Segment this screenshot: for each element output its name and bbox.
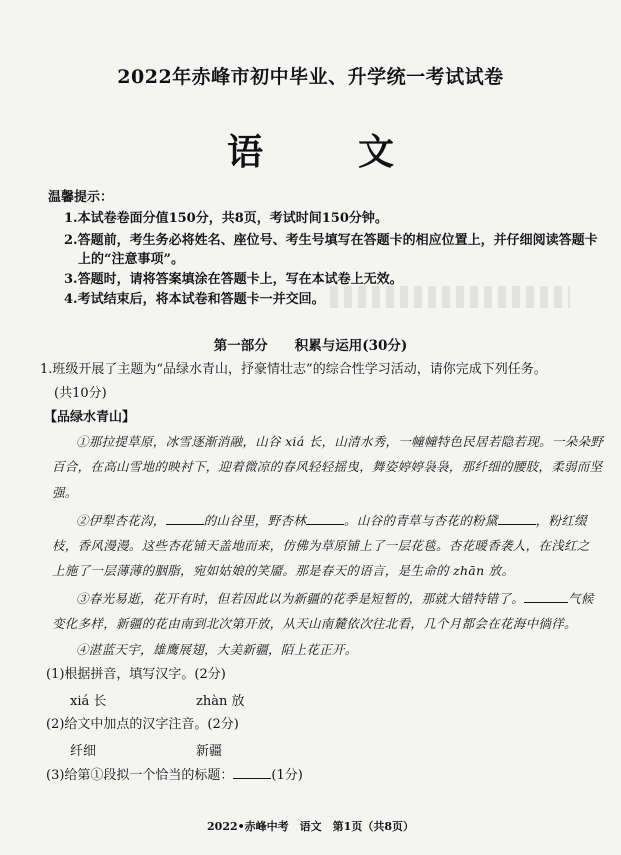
paragraph-3-line: 变化多样，新疆的花由南到北次第开放，从天山南麓依次往北看，几个月都会在花海中徜徉。 (52, 616, 577, 631)
fill-blank[interactable] (233, 766, 271, 779)
notice-item: 1.本试卷卷面分值150分，共8页，考试时间150分钟。 (64, 211, 388, 226)
pinyin-item: zhàn 放 (196, 694, 245, 709)
block-title: 【品绿水青山】 (44, 410, 136, 425)
subject-char-1: 语 (226, 132, 263, 173)
paragraph-2-line: 上施了一层薄薄的胭脂，宛如姑娘的笑靥。那是春天的语言，是生命的 zhān 放。 (52, 563, 515, 578)
notice-item: 3.答题时，请将答案填涂在答题卡上，写在本试卷上无效。 (64, 272, 403, 287)
page-footer: 2022•赤峰中考 语文 第1页（共8页） (207, 820, 414, 833)
text-segment: 的山谷里，野杏林 (203, 513, 307, 528)
fill-blank[interactable] (498, 512, 536, 525)
text-segment: ，粉红缀 (535, 513, 587, 528)
notice-item: 上的“注意事项”。 (78, 252, 184, 267)
exam-title: 2022年赤峰市初中毕业、升学统一考试试卷 (117, 66, 504, 88)
fill-blank[interactable] (306, 512, 344, 525)
text-segment: 。山谷的青草与杏花的粉黛 (344, 513, 498, 528)
question-score: (共10分) (54, 386, 107, 401)
text-segment: ③春光易逝，花开有时，但若因此以为新疆的花季是短暂的，那就大错特错了。 (76, 591, 525, 606)
notice-item: 2.答题前，考生务必将姓名、座位号、考生号填写在答题卡的相应位置上，并仔细阅读答题卡 (64, 233, 598, 248)
text-segment: (3)给第①段拟一个恰当的标题： (46, 768, 234, 783)
paragraph-1-line: ①那拉提草原，冰雪逐渐消融，山谷 xiá 长，山清水秀，一幢幢特色民居若隐若现。一朵朵野 (76, 434, 604, 449)
bleed-through-noise (330, 286, 570, 308)
text-segment: ②伊犁杏花沟， (76, 513, 166, 528)
paragraph-2-line: 枝，香风漫漫。这些杏花铺天盖地而来，仿佛为草原铺上了一层花毯。杏花暖香袭人，在浅红之 (52, 538, 590, 553)
notice-item: 4.考试结束后，将本试卷和答题卡一并交回。 (64, 292, 325, 307)
sub-question-1: (1)根据拼音，填写汉字。(2分) (46, 667, 226, 682)
notice-heading: 温馨提示： (48, 190, 114, 205)
sub-question-2: (2)给文中加点的汉字注音。(2分) (46, 717, 239, 732)
pinyin-item: xiá 长 (70, 694, 107, 709)
paragraph-1-line: 强。 (52, 485, 78, 500)
section-title: 第一部分 积累与运用(30分) (213, 338, 408, 354)
text-segment: (1分) (271, 768, 303, 783)
annotate-item: 新疆 (196, 744, 223, 759)
fill-blank[interactable] (166, 512, 204, 525)
paragraph-4-line: ④湛蓝天宇，雄鹰展翅，大美新疆，陌上花正开。 (76, 642, 358, 657)
annotate-item: 纤细 (70, 744, 97, 759)
subject-char-2: 文 (358, 132, 395, 173)
subject-title (0, 124, 621, 175)
paragraph-1-line: 百合，在高山雪地的映衬下，迎着微凉的春风轻轻摇曳，舞姿婷婷袅袅，那纤细的腰肢，柔弱而坚 (52, 459, 603, 474)
text-segment: 气候 (568, 591, 594, 606)
paragraph-2-line (76, 511, 587, 529)
question-stem: 1.班级开展了主题为“品绿水青山，抒豪情壮志”的综合性学习活动，请你完成下列任务。 (40, 362, 547, 377)
paragraph-3-line (76, 589, 594, 607)
sub-question-3 (46, 764, 303, 783)
fill-blank[interactable] (524, 590, 568, 603)
